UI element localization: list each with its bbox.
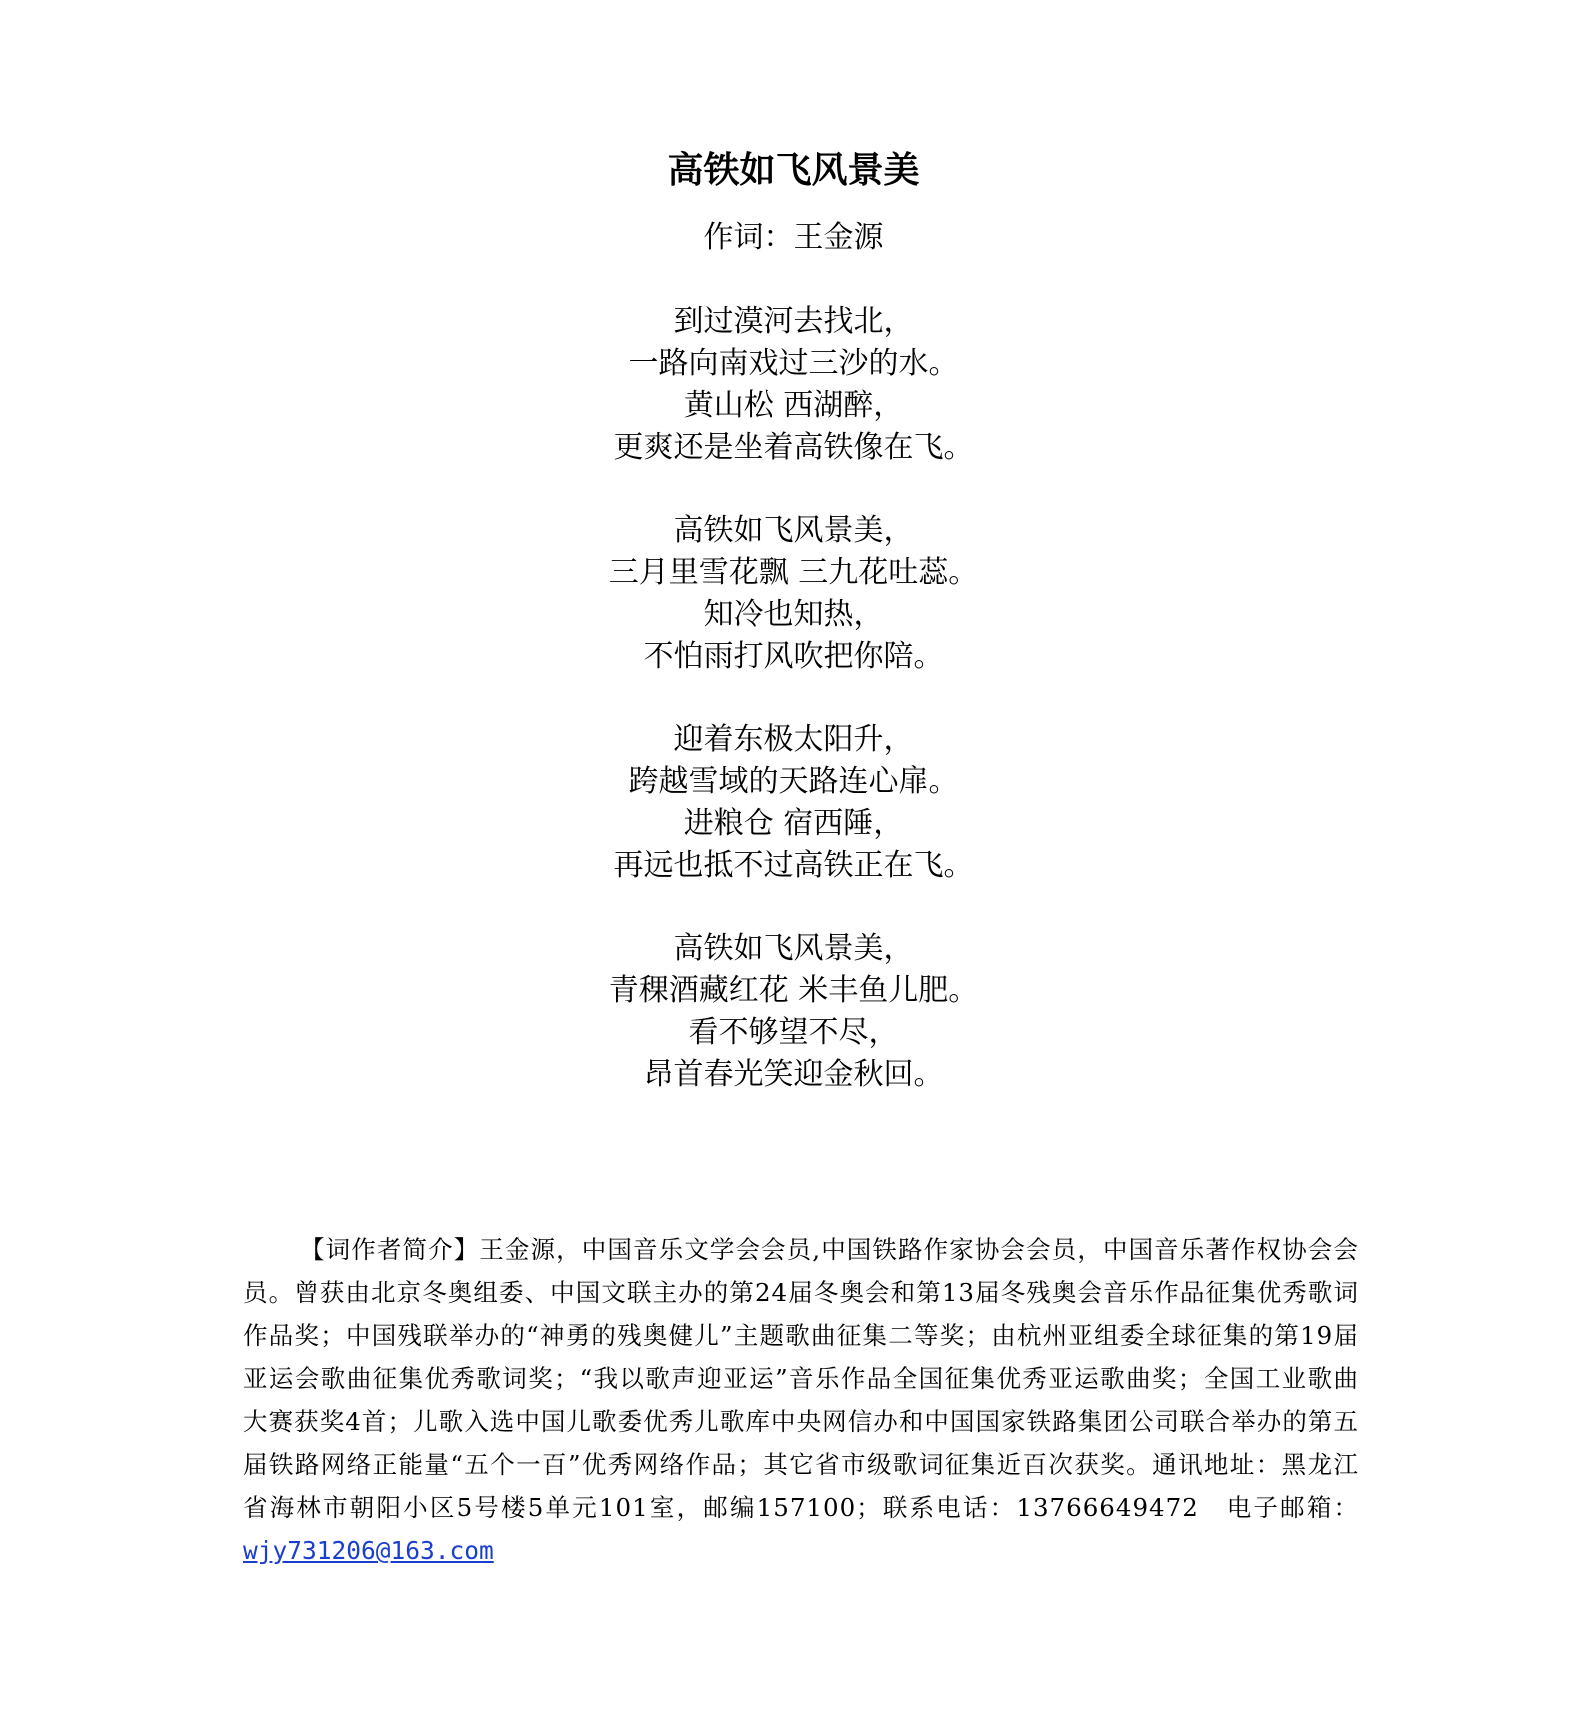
lyric-line: 不怕雨打风吹把你陪。 <box>643 639 944 674</box>
email-link[interactable]: wjy731206@163.com <box>243 1536 494 1565</box>
lyricist-line: 作词：王金源 <box>703 220 884 255</box>
author-bio <box>243 1228 1359 1572</box>
lyric-line: 高铁如飞风景美， <box>673 931 914 966</box>
lyric-line: 三月里雪花飘 三九花吐蕊。 <box>608 555 979 590</box>
email-label: 电子邮箱： <box>1226 1493 1360 1522</box>
stanza-3 <box>0 719 1587 887</box>
lyric-line: 黄山松 西湖醉， <box>683 388 904 423</box>
lyric-line: 跨越雪域的天路连心扉。 <box>628 764 959 799</box>
lyric-line: 昂首春光笑迎金秋回。 <box>643 1057 944 1092</box>
lyric-line: 迎着东极太阳升， <box>673 722 914 757</box>
lyric-line: 一路向南戏过三沙的水。 <box>628 346 959 381</box>
song-title: 高铁如飞风景美 <box>667 149 920 191</box>
stanza-2 <box>0 510 1587 678</box>
stanza-4 <box>0 928 1587 1096</box>
lyric-line: 青稞酒藏红花 米丰鱼儿肥。 <box>608 973 979 1008</box>
lyric-line: 知冷也知热， <box>703 597 884 632</box>
bio-text: 【词作者简介】王金源，中国音乐文学会会员,中国铁路作家协会会员，中国音乐著作权协会会员。曾获由北京冬奥组委、中国文联主办的第24届冬奥会和第13届冬残奥会音乐作品征集优秀歌词作品奖；中国残联举办的“神勇的残奥健儿”主题歌曲征集二等奖；由杭州亚组委全球征集的第19届亚运会歌曲征集优秀歌词奖；“我以歌声迎亚运”音乐作品全国征集优秀亚运歌曲奖；全国工业歌曲大赛获奖4首；儿歌入选中国儿歌委优秀儿歌库中央网信办和中国国家铁路集团公司联合举办的第五届铁路网络正能量“五个一百”优秀网络作品；其它省市级歌词征集近百次获奖。通讯地址：黑龙江省海林市朝阳小区5号楼5单元101室，邮编157100；联系电话：13766649472 <box>243 1235 1359 1522</box>
lyric-line: 到过漠河去找北， <box>673 304 914 339</box>
stanza-1 <box>0 301 1587 469</box>
lyric-line: 再远也抵不过高铁正在飞。 <box>613 848 974 883</box>
lyric-line: 看不够望不尽， <box>688 1015 899 1050</box>
lyric-line: 更爽还是坐着高铁像在飞。 <box>613 430 974 465</box>
lyric-line: 高铁如飞风景美， <box>673 513 914 548</box>
lyric-line: 进粮仓 宿西陲， <box>683 806 904 841</box>
